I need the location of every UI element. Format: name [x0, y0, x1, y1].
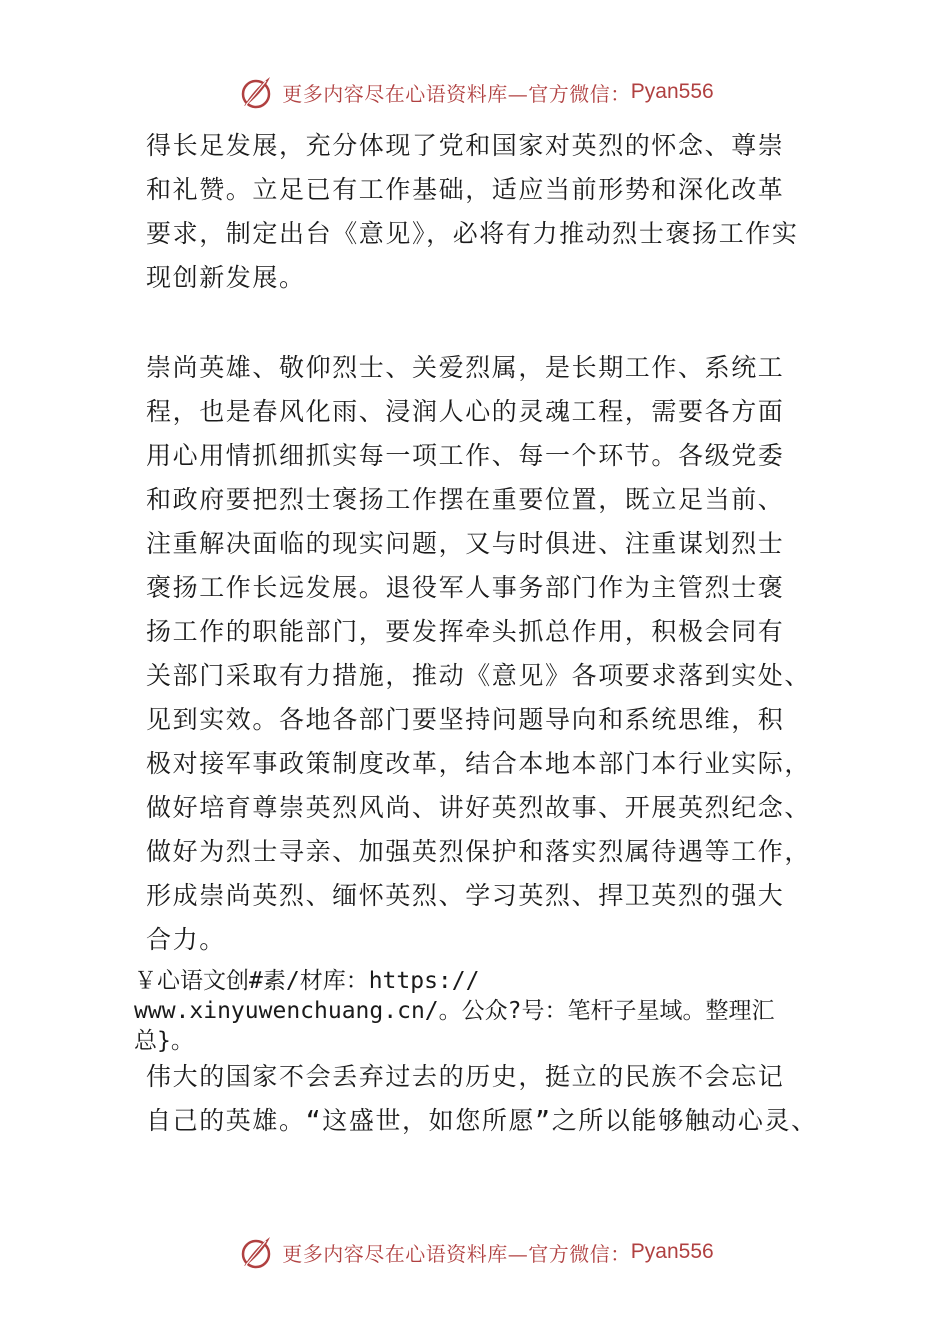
- feather-logo-icon: [236, 72, 276, 112]
- text-line: 形成崇尚英烈、缅怀英烈、学习英烈、捍卫英烈的强大: [146, 881, 785, 910]
- text-line: 做好培育尊崇英烈风尚、讲好英烈故事、开展英烈纪念、: [146, 793, 812, 822]
- header-banner: [0, 70, 950, 114]
- text-line: 要求，制定出台《意见》，必将有力推动烈士褒扬工作实: [146, 219, 799, 248]
- paragraph-2: [146, 346, 826, 962]
- paragraph-3: [146, 1055, 826, 1143]
- footer-banner-text: 更多内容尽在心语资料库—官方微信：: [282, 1241, 631, 1266]
- feather-logo-icon: [236, 1232, 276, 1272]
- text-line: 总}。: [134, 1028, 194, 1054]
- text-line: 合力。: [146, 925, 226, 954]
- text-line: 现创新发展。: [146, 263, 306, 292]
- text-line: 和礼赞。立足已有工作基础，适应当前形势和深化改革: [146, 175, 785, 204]
- source-note: [134, 966, 834, 1056]
- text-line: ￥心语文创#素/材库：https://: [134, 968, 480, 994]
- paragraph-1: [146, 124, 826, 300]
- text-line: 程，也是春风化雨、浸润人心的灵魂工程，需要各方面: [146, 397, 785, 426]
- text-line: 扬工作的职能部门，要发挥牵头抓总作用，积极会同有: [146, 617, 785, 646]
- text-line: 自己的英雄。“这盛世，如您所愿”之所以能够触动心灵、: [146, 1106, 818, 1135]
- text-line: www.xinyuwenchuang.cn/。公众?号：笔杆子星域。整理汇: [134, 998, 775, 1024]
- text-line: 见到实效。各地各部门要坚持问题导向和系统思维，积: [146, 705, 785, 734]
- text-line: 极对接军事政策制度改革，结合本地本部门本行业实际，: [146, 749, 812, 778]
- text-line: 褒扬工作长远发展。退役军人事务部门作为主管烈士褒: [146, 573, 785, 602]
- text-line: 得长足发展，充分体现了党和国家对英烈的怀念、尊崇: [146, 131, 785, 160]
- text-line: 和政府要把烈士褒扬工作摆在重要位置，既立足当前、: [146, 485, 785, 514]
- text-line: 做好为烈士寻亲、加强英烈保护和落实烈属待遇等工作，: [146, 837, 812, 866]
- text-line: 用心用情抓细抓实每一项工作、每一个环节。各级党委: [146, 441, 785, 470]
- header-banner-text: 更多内容尽在心语资料库—官方微信：: [282, 81, 631, 106]
- footer-banner: [0, 1230, 950, 1274]
- header-banner-code: Pyan556: [630, 80, 714, 103]
- footer-banner-code: Pyan556: [630, 1240, 714, 1263]
- text-line: 伟大的国家不会丢弃过去的历史，挺立的民族不会忘记: [146, 1062, 785, 1091]
- text-line: 崇尚英雄、敬仰烈士、关爱烈属，是长期工作、系统工: [146, 353, 785, 382]
- text-line: 注重解决面临的现实问题，又与时俱进、注重谋划烈士: [146, 529, 785, 558]
- text-line: 关部门采取有力措施，推动《意见》各项要求落到实处、: [146, 661, 812, 690]
